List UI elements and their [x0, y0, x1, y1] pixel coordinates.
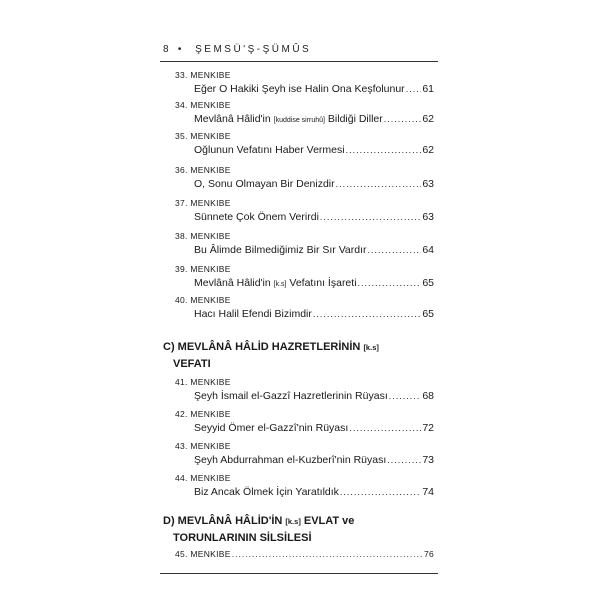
footer-rule — [160, 573, 438, 574]
entry-page: 72 — [422, 422, 434, 434]
section-heading-c: C) MEVLÂNÂ HÂLİD HAZRETLERİNİN [k.s] VEFATI — [163, 341, 379, 370]
leader-dots — [320, 209, 421, 225]
book-title: ŞEMSÜ'Ş-ŞÜMÛS — [195, 44, 312, 55]
entry-page: 73 — [422, 454, 434, 466]
page-number: 8 — [163, 44, 169, 55]
leader-dots — [384, 111, 422, 127]
leader-dots — [349, 420, 421, 436]
entry-title: Hacı Halil Efendi Bizimdir — [194, 308, 312, 320]
toc-entry[interactable] — [175, 197, 434, 225]
leader-dots — [340, 484, 421, 500]
section-heading-d: D) MEVLÂNÂ HÂLİD'İN [k.s] EVLAT ve TORUNLARININ SİLSİLESİ — [163, 515, 355, 544]
entry-page: 62 — [422, 113, 434, 125]
toc-entry[interactable] — [175, 408, 434, 436]
toc-entry[interactable] — [175, 294, 434, 322]
leader-dots — [389, 388, 422, 404]
entry-label: 42. MENKIBE — [175, 409, 231, 419]
entry-page: 63 — [422, 178, 434, 190]
entry-title: Mevlânâ Hâlid'in [kuddise sirruhû] Bildiği Diller — [194, 113, 383, 125]
entry-title: Şeyh Abdurrahman el-Kuzberî'nin Rüyası — [194, 454, 387, 466]
leader-dots — [387, 452, 421, 468]
entry-page: 68 — [422, 390, 434, 402]
entry-label: 43. MENKIBE — [175, 441, 231, 451]
toc-entry[interactable] — [175, 69, 434, 97]
entry-page: 65 — [422, 277, 434, 289]
toc-entry[interactable] — [175, 440, 434, 468]
leader-dots — [368, 242, 422, 258]
entry-title: Eğer O Hakiki Şeyh ise Halin Ona Keşfolunur — [194, 83, 405, 95]
toc-entry[interactable] — [175, 130, 434, 158]
entry-title: Oğlunun Vefatını Haber Vermesi — [194, 144, 345, 156]
entry-label: 45. MENKIBE — [175, 549, 231, 559]
entry-page: 74 — [422, 486, 434, 498]
entry-title: Sünnete Çok Önem Verirdi — [194, 211, 319, 223]
entry-title: O, Sonu Olmayan Bir Denizdir — [194, 178, 335, 190]
entry-label: 41. MENKIBE — [175, 377, 231, 387]
entry-label: 44. MENKIBE — [175, 473, 231, 483]
header-bullet: • — [177, 44, 184, 55]
leader-dots — [232, 547, 423, 561]
entry-label: 39. MENKIBE — [175, 264, 231, 274]
entry-label: 35. MENKIBE — [175, 131, 231, 141]
toc-entry[interactable] — [175, 547, 434, 561]
toc-entry[interactable] — [175, 230, 434, 258]
entry-label: 36. MENKIBE — [175, 165, 231, 175]
entry-title: Biz Ancak Ölmek İçin Yaratıldık — [194, 486, 339, 498]
entry-title: Şeyh İsmail el-Gazzî Hazretlerinin Rüyası — [194, 390, 388, 402]
entry-title: Seyyid Ömer el-Gazzî'nin Rüyası — [194, 422, 349, 434]
leader-dots — [336, 176, 422, 192]
entry-title: Mevlânâ Hâlid'in [k.s] Vefatını İşareti — [194, 277, 357, 289]
entry-page: 65 — [422, 308, 434, 320]
leader-dots — [406, 81, 422, 97]
entry-label: 34. MENKIBE — [175, 100, 231, 110]
entry-page: 61 — [422, 83, 434, 95]
running-header — [163, 44, 311, 55]
entry-page: 62 — [422, 144, 434, 156]
leader-dots — [313, 306, 421, 322]
entry-page: 64 — [422, 244, 434, 256]
toc-entry[interactable] — [175, 263, 434, 291]
entry-page: 76 — [423, 549, 434, 559]
entry-title: Bu Âlimde Bilmediğimiz Bir Sır Vardır — [194, 244, 367, 256]
leader-dots — [346, 142, 422, 158]
leader-dots — [358, 275, 422, 291]
entry-label: 40. MENKIBE — [175, 295, 231, 305]
toc-entry[interactable] — [175, 376, 434, 404]
entry-label: 38. MENKIBE — [175, 231, 231, 241]
entry-label: 37. MENKIBE — [175, 198, 231, 208]
toc-entry[interactable] — [175, 472, 434, 500]
entry-label: 33. MENKIBE — [175, 70, 231, 80]
header-rule — [160, 61, 438, 62]
toc-entry[interactable] — [175, 164, 434, 192]
toc-entry[interactable] — [175, 99, 434, 127]
entry-page: 63 — [422, 211, 434, 223]
